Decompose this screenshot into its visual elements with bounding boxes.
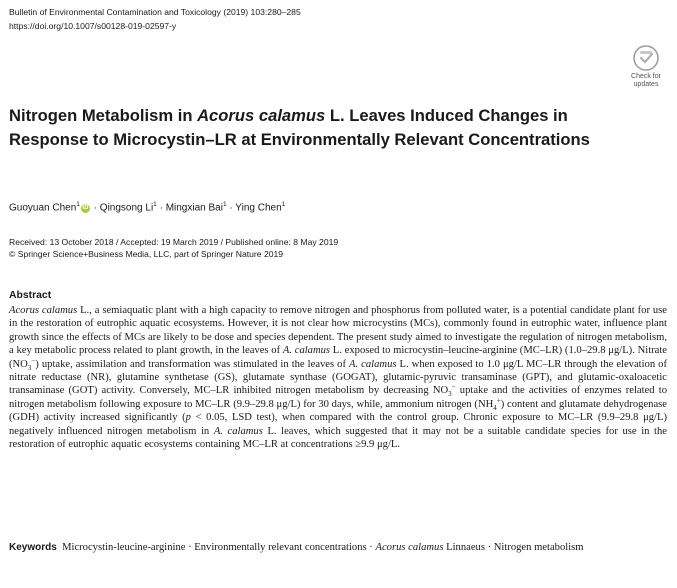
journal-citation: Bulletin of Environmental Contamination and Toxicology (2019) 103:280–285 (9, 7, 301, 17)
keywords-label: Keywords (9, 542, 57, 553)
doi-link[interactable]: https://doi.org/10.1007/s00128-019-02597-y (9, 21, 177, 31)
journal-header (9, 5, 301, 33)
author-name[interactable]: Mingxian Bai (165, 202, 223, 214)
affiliation-marker: 1 (76, 201, 80, 208)
copyright-line: © Springer Science+Business Media, LLC, part of Springer Nature 2019 (9, 249, 284, 259)
affiliation-marker: 1 (153, 201, 157, 208)
orcid-icon[interactable]: iD (82, 205, 89, 212)
affiliation-marker: 1 (222, 201, 227, 208)
keywords: Keywords Microcystin-leucine-arginine · Environmentally relevant concentrations · Acorus calamus Linnaeus · Nitrogen metabolism (9, 542, 584, 553)
history-dates: Received: 13 October 2018 / Accepted: 19 March 2019 / Published online: 8 May 2019 (9, 237, 339, 247)
author-separator: · (156, 202, 166, 214)
check-for-updates-label: Check for updates (631, 73, 661, 88)
author-list (9, 198, 285, 215)
author-name[interactable]: Guoyuan Chen (9, 202, 77, 214)
check-for-updates-badge[interactable] (621, 45, 671, 93)
author-separator: · (226, 202, 236, 214)
author-name[interactable]: Qingsong Li (99, 202, 154, 214)
affiliation-marker: 1 (281, 201, 286, 208)
abstract-text: Acorus calamus L., a semiaquatic plant with a high capacity to remove nitrogen and phosphorus from polluted water, is a potential candidate plant for use in the restoration of eutrophic aquatic ecosystems. However, it is not clear how microcystins (MCs), commonly found in eutrophic water, influence plant growth since the effects of MCs are likely to be dose and species dependent. The present study aimed to investigate the regulation of nitrogen metabolism, a key metabolic process related to plant growth, in the leaves of A. calamus L. exposed to microcystin–leucine-arginine (MC–LR) (1.0–29.8 μg/L). Nitrate $(NO_3^-)$ uptake, assimilation and transformation was stimulated in the leaves of A. calamus L. when exposed to 1.0 μg/L MC–LR through the elevation of nitrate reductase (NR), glutamine synthetase (GS), glutamate synthase (GOGAT), glutamic-pyruvic transaminase (GPT), and glutamic-oxaloacetic transaminase (GOT) activity. Conversely, MC–LR inhibited nitrogen metabolism by decreasing $NO_3^-$ uptake and the activities of enzymes related to nitrogen metabolism following exposure to MC–LR (9.9–29.8 μg/L) for 30 days, while, ammonium nitrogen $(NH_4^+)$ content and glutamate dehydrogenase (GDH) activity increased significantly (p < 0.05, LSD test), when compared with the control group. Chronic exposure to MC–LR (9.9–29.8 μg/L) negatively influenced nitrogen metabolism in A. calamus L. leaves, which suggested that it may not be a suitable candidate species for use in the restoration of eutrophic aquatic ecosystems containing MC–LR at concentrations ≥9.9 μg/L. (9, 305, 668, 451)
author-separator: · (90, 202, 100, 214)
article-title: Nitrogen Metabolism in Acorus calamus L. Leaves Induced Changes in Response to Microcystin–LR at Environmentally Relevant Concentrations (9, 106, 590, 149)
publication-dates (9, 236, 338, 260)
author-name[interactable]: Ying Chen (235, 202, 282, 214)
check-for-updates-icon (633, 45, 659, 71)
abstract-heading: Abstract (9, 290, 52, 301)
